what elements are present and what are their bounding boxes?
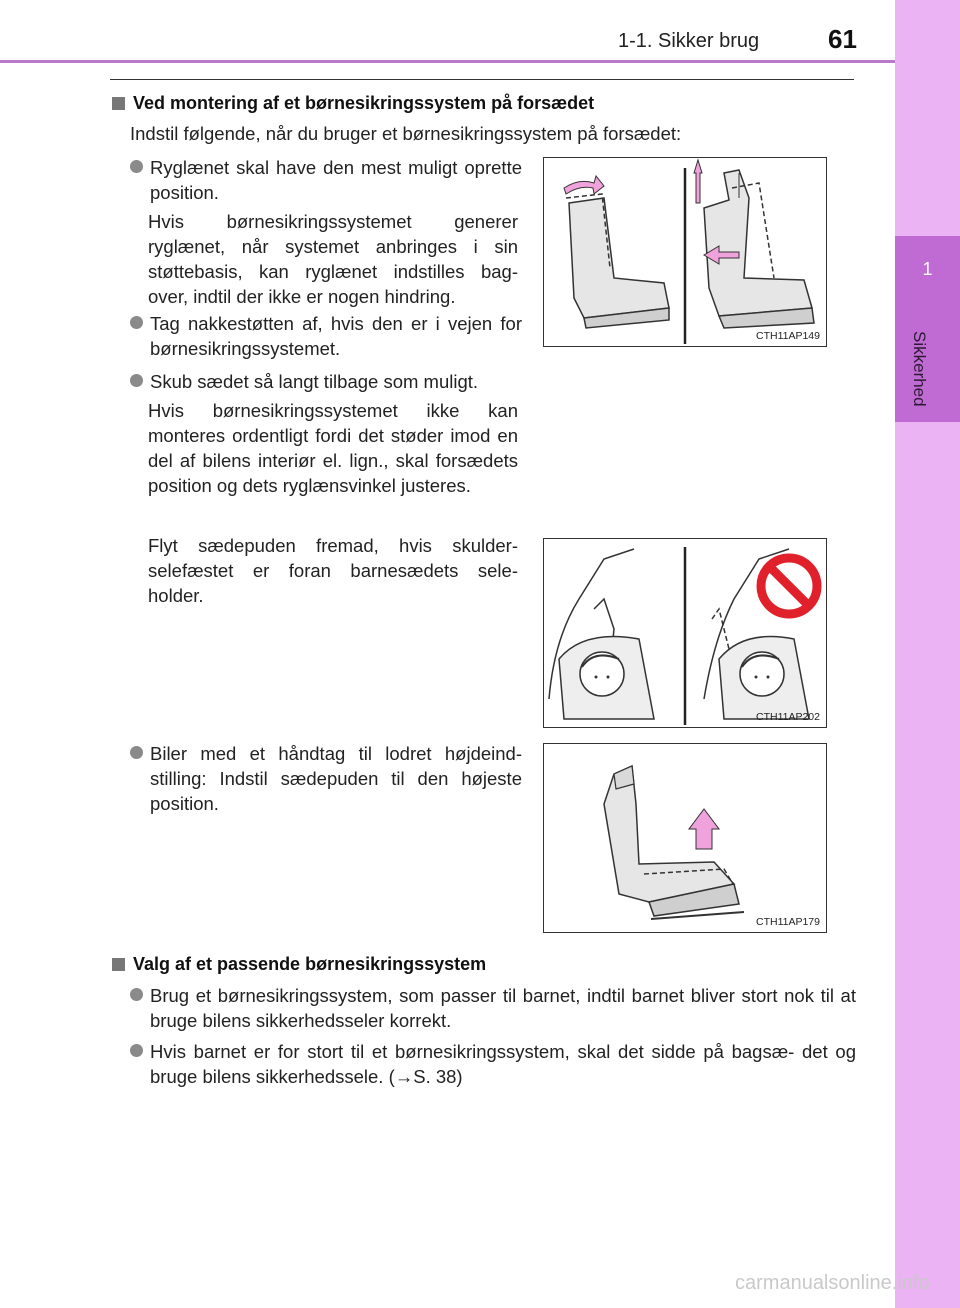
figure-belt-position <box>543 538 827 728</box>
bullet-item: Biler med et håndtag til lodret højdeind- stilling: Indstil sædepuden til den højeste position. <box>130 741 522 816</box>
circle-bullet-icon <box>130 160 143 173</box>
bullet-detail: Flyt sædepuden fremad, hvis skulder- selefæstet er foran barnesædets sele- holder. <box>148 535 518 606</box>
chapter-number: 1 <box>922 259 933 279</box>
bullet-item: Tag nakkestøtten af, hvis den er i vejen for børnesikringssystemet. <box>130 311 522 361</box>
header-rule <box>0 60 895 63</box>
section-heading: Valg af et passende børnesikringssystem <box>112 954 486 975</box>
chapter-label: Sikkerhed <box>910 331 929 407</box>
bullet-item: Ryglænet skal have den mest muligt oprette position. <box>130 155 522 205</box>
figure-code: CTH11AP179 <box>755 916 820 928</box>
circle-bullet-icon <box>130 988 143 1001</box>
figure-code: CTH11AP149 <box>755 330 820 342</box>
bullet-item: Brug et børnesikringssystem, som passer til barnet, indtil barnet bliver stort nok til at bruge bilens sikkerhedsseler korrekt. <box>130 983 856 1033</box>
figure-code: CTH11AP202 <box>755 711 820 723</box>
section-title: 1-1. Sikker brug <box>618 30 760 52</box>
seat-height-illustration <box>544 744 826 932</box>
circle-bullet-icon <box>130 1044 143 1057</box>
page-number: 61 <box>828 24 857 54</box>
figure-seat-adjust <box>543 157 827 347</box>
bullet-detail: Hvis børnesikringssystemet generer ryglænet, når systemet anbringes i sin støttebasis, kan ryglænet indstilles bag- over, indtil der ikke er nogen hindring. <box>148 211 518 307</box>
bullet-item: Skub sædet så langt tilbage som muligt. <box>130 369 550 394</box>
figure-seat-height <box>543 743 827 933</box>
watermark: carmanualsonline.info <box>735 1272 930 1294</box>
bullet-detail: Hvis børnesikringssystemet ikke kan monteres ordentligt fordi det støder imod en del af bilens interiør el. lign., skal forsædets position og dets ryglænsvinkel justeres. <box>148 400 518 496</box>
side-tab <box>895 0 960 1308</box>
section-intro: Indstil følgende, når du bruger et børnesikringssystem på forsædet: <box>130 123 682 144</box>
bullet-item: Hvis barnet er for stort til et børnesikringssystem, skal det sidde på bagsæ- det og bruge bilens sikkerhedssele. (→S. 38) <box>130 1039 856 1089</box>
square-bullet-icon <box>112 97 125 110</box>
child-seat-illustration <box>544 539 826 727</box>
circle-bullet-icon <box>130 374 143 387</box>
section-heading: Ved montering af et børnesikringssystem på forsædet <box>112 93 594 114</box>
seat-illustration <box>544 158 826 346</box>
circle-bullet-icon <box>130 746 143 759</box>
content-rule <box>110 79 854 80</box>
square-bullet-icon <box>112 958 125 971</box>
circle-bullet-icon <box>130 316 143 329</box>
prohibited-icon <box>761 558 817 614</box>
